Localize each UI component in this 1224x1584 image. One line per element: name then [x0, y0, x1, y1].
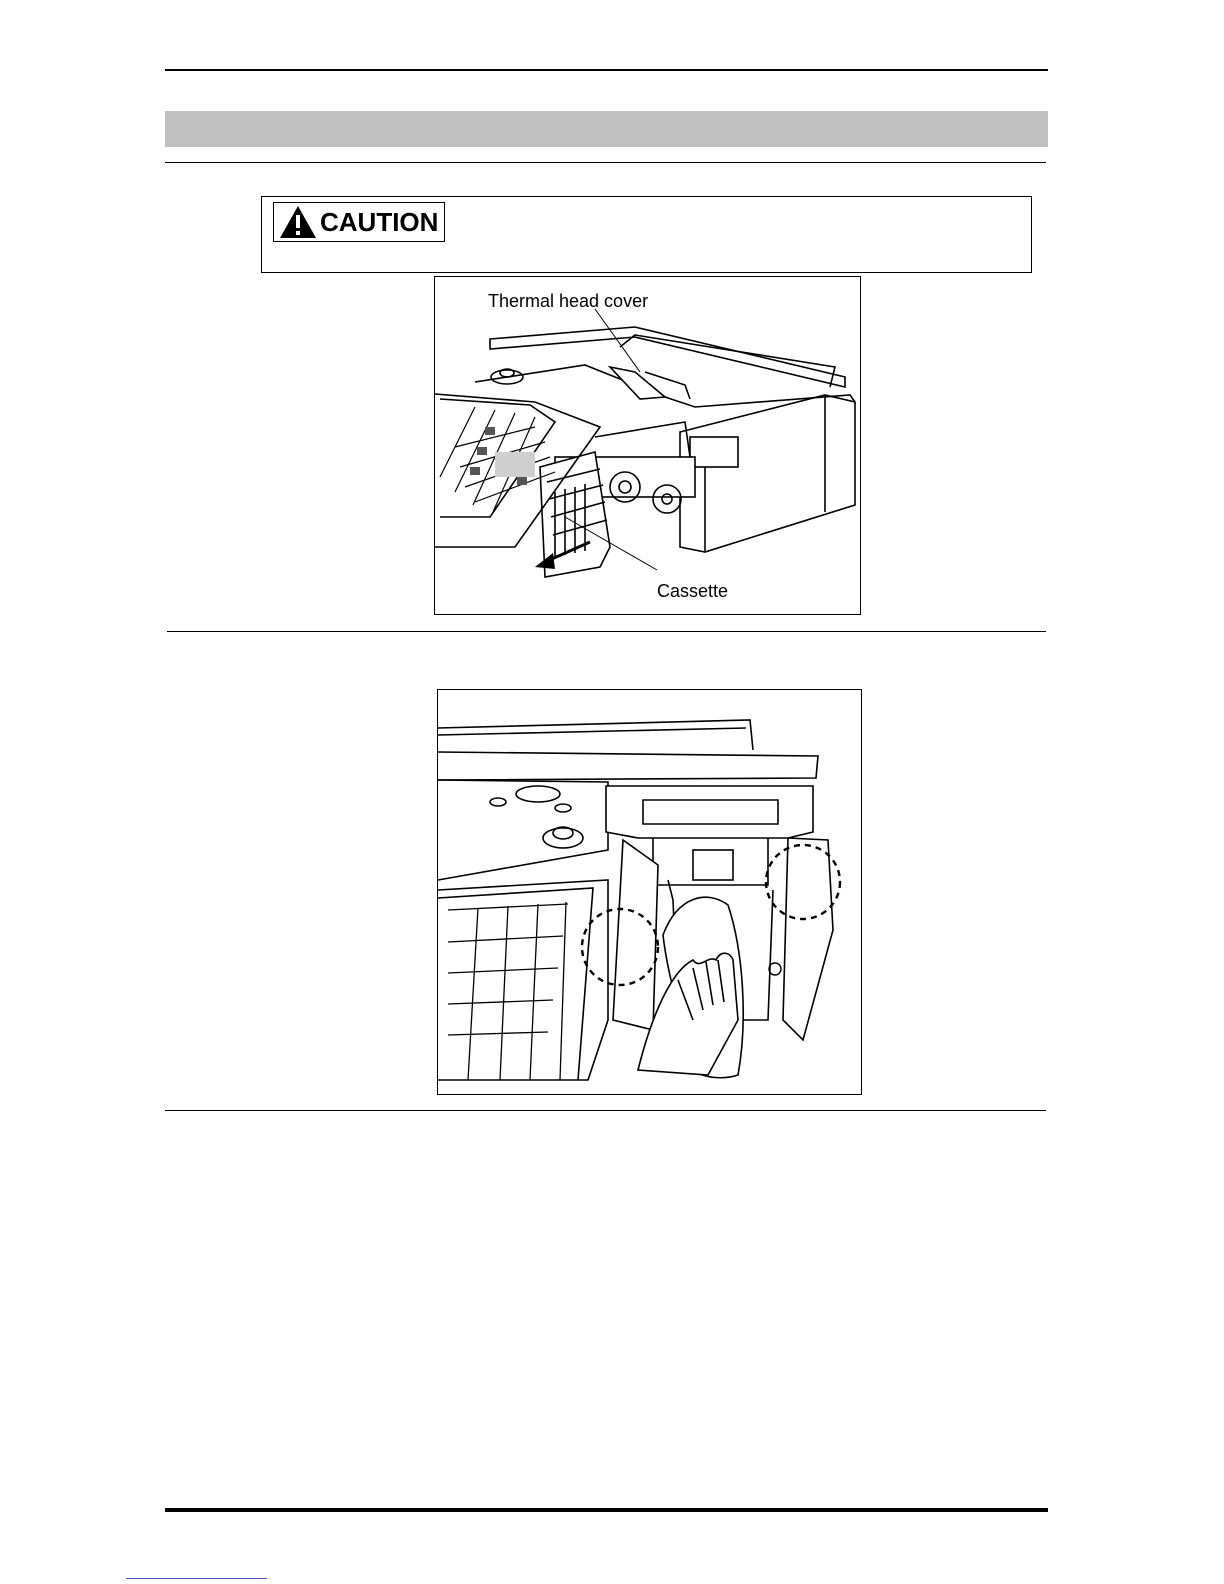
- warning-triangle-icon: [278, 204, 318, 240]
- thermal-head-cover-label: Thermal head cover: [488, 291, 649, 311]
- cassette-label: Cassette: [657, 581, 729, 601]
- caution-label: CAUTION: [320, 206, 439, 237]
- section-rule-3: [165, 1110, 1046, 1111]
- section-rule-1: [165, 162, 1046, 163]
- footer-rule: [165, 1508, 1048, 1512]
- printer-illustration-2: [438, 690, 862, 1095]
- figure-cleaning: [437, 689, 862, 1095]
- header-rule: [165, 69, 1048, 71]
- caution-badge: [273, 202, 445, 242]
- footer-link-underline[interactable]: [126, 1578, 267, 1579]
- printer-illustration-1: [435, 277, 861, 615]
- section-rule-2: [167, 631, 1046, 632]
- section-heading-band: [165, 111, 1048, 147]
- figure-thermal-head-cover: [434, 276, 861, 615]
